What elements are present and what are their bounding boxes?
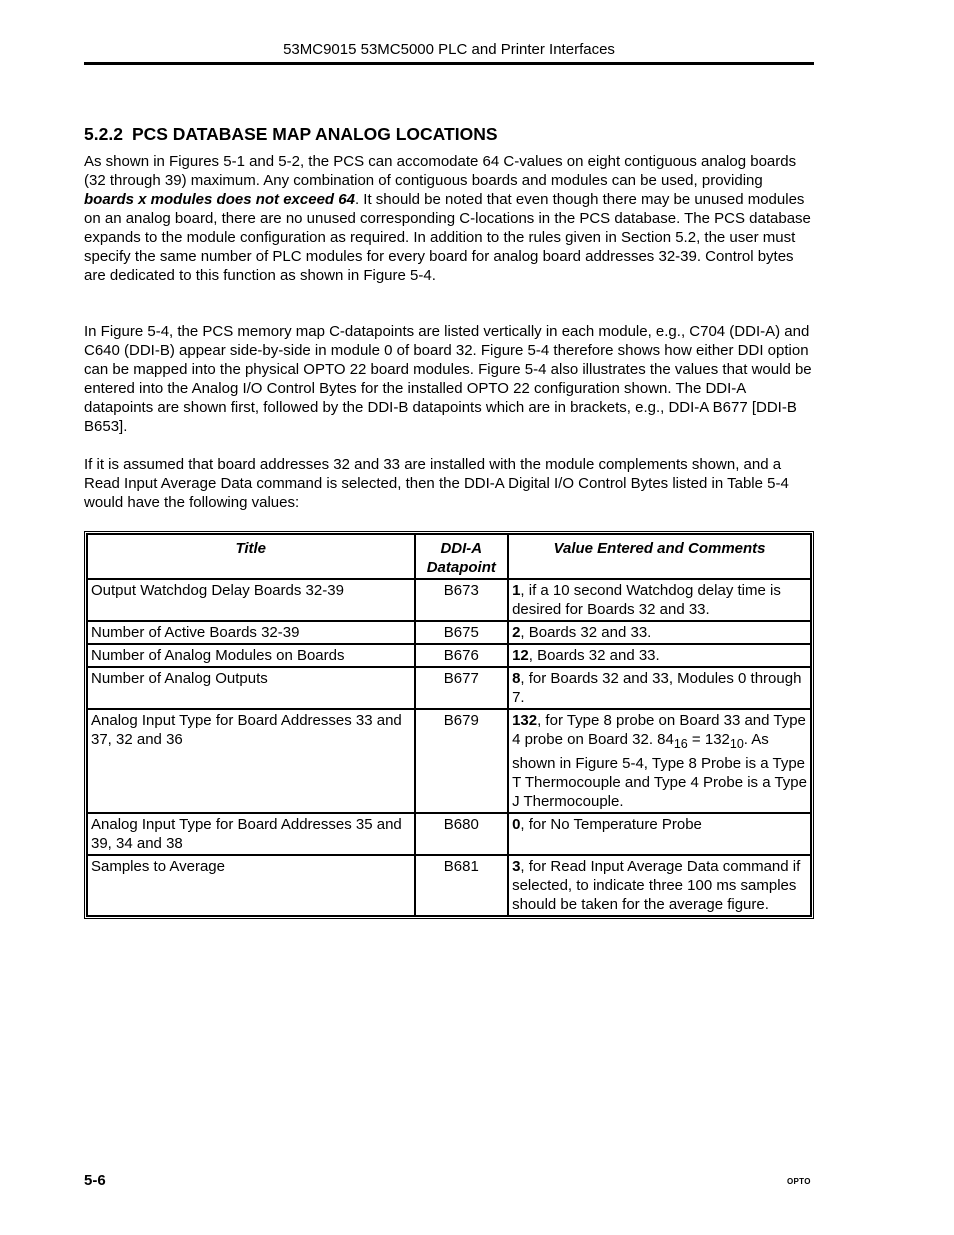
page-header: 53MC9015 53MC5000 PLC and Printer Interfaces [283,41,615,58]
row-value-number: 12 [512,647,529,664]
page-number: 5-6 [84,1172,106,1189]
header-rule [84,62,814,65]
row-value-number: 132 [512,712,538,729]
row-value [508,855,811,916]
paragraph-intro-text-end: . It should be noted that even though there may be unused modules on an analog board, there are no unused corresponding C-locations in the PCS database. The PCS database expands to the module configuration as required. In addition to the rules given in Section 5.2, the user must specify the same number of PLC modules for every board for analog board addresses 32-39. Control bytes are dedicated to this function as shown in Figure 5-4. [84,191,811,284]
paragraph-intro [84,152,814,285]
row-value [508,709,811,813]
row-title: Analog Input Type for Board Addresses 35 and 39, 34 and 38 [87,813,415,855]
column-header-datapoint-line2: Datapoint [426,559,496,576]
row-value [508,621,811,644]
row-datapoint: B676 [415,644,509,667]
row-value-number: 8 [512,670,521,687]
table-row [87,709,811,813]
row-title: Number of Analog Outputs [87,667,415,709]
row-datapoint: B675 [415,621,509,644]
section-title: PCS DATABASE MAP ANALOG LOCATIONS [131,124,498,144]
row-comment: , Boards 32 and 33. [528,647,660,664]
row-comment-subscript: 16 [673,737,688,751]
table-row [87,644,811,667]
footer-brand: OPTO [787,1177,811,1186]
row-value [508,813,811,855]
paragraph-figure-description: In Figure 5-4, the PCS memory map C-datapoints are listed vertically in each module, e.g., C704 (DDI-A) and C640 (DDI-B) appear side-by-side in module 0 of board 32. Figure 5-4 therefore shows how either DDI option can be mapped into the physical OPTO 22 board modules. Figure 5-4 also illustrates the values that would be entered into the Analog I/O Control Bytes for the installed OPTO 22 configuration shown. The DDI-A datapoints are shown first, followed by the DDI-B datapoints which are in brackets, e.g., DDI-A B677 [DDI-B B653]. [84,323,812,435]
section-heading [84,123,814,145]
row-title: Number of Active Boards 32-39 [87,621,415,644]
row-comment: , for Type 8 probe on Board 33 and Type 4 probe on Board 32. 84 [512,712,806,748]
row-datapoint: B679 [415,709,509,813]
row-comment: = 132 [687,731,730,748]
column-header-datapoint-line1: DDI-A [440,540,483,557]
paragraph-intro-text: As shown in Figures 5-1 and 5-2, the PCS can accomodate 64 C-values on eight contiguous analog boards (32 through 39) maximum. Any combination of contiguous boards and modules can be used, providing [84,153,797,189]
row-comment: . As shown in Figure 5-4, Type 8 Probe is a Type T Thermocouple and Type 4 Probe is a Type J Thermocouple. [512,731,807,810]
table-row [87,813,811,855]
column-header-title: Title [87,534,415,579]
row-value [508,644,811,667]
row-title: Output Watchdog Delay Boards 32-39 [87,579,415,621]
table-row [87,667,811,709]
control-bytes-table [84,531,814,919]
row-value-number: 3 [512,858,521,875]
row-datapoint: B673 [415,579,509,621]
row-comment: , for Boards 32 and 33, Modules 0 through 7. [512,670,802,706]
row-value-number: 1 [512,582,521,599]
paragraph-assumption: If it is assumed that board addresses 32 and 33 are installed with the module complements shown, and a Read Input Average Data command is selected, then the DDI-A Digital I/O Control Bytes listed in Table 5-4 would have the following values: [84,456,789,511]
row-title: Analog Input Type for Board Addresses 33 and 37, 32 and 36 [87,709,415,813]
table-row [87,579,811,621]
section-number: 5.2.2 [84,124,123,144]
row-value-number: 2 [512,624,521,641]
row-comment: , for Read Input Average Data command if selected, to indicate three 100 ms samples should be taken for the average figure. [512,858,801,913]
table-header-row [87,534,811,579]
row-comment: , Boards 32 and 33. [520,624,652,641]
row-value-number: 0 [512,816,521,833]
column-header-datapoint [415,534,509,579]
row-comment: , if a 10 second Watchdog delay time is desired for Boards 32 and 33. [512,582,781,618]
column-header-value: Value Entered and Comments [508,534,811,579]
row-value [508,667,811,709]
row-datapoint: B681 [415,855,509,916]
row-datapoint: B680 [415,813,509,855]
row-comment: , for No Temperature Probe [520,816,702,833]
row-value [508,579,811,621]
table-row [87,621,811,644]
paragraph-intro-emphasis: boards x modules does not exceed 64 [84,191,355,208]
row-datapoint: B677 [415,667,509,709]
row-title: Number of Analog Modules on Boards [87,644,415,667]
row-title: Samples to Average [87,855,415,916]
row-comment-subscript: 10 [729,737,744,751]
table-row [87,855,811,916]
